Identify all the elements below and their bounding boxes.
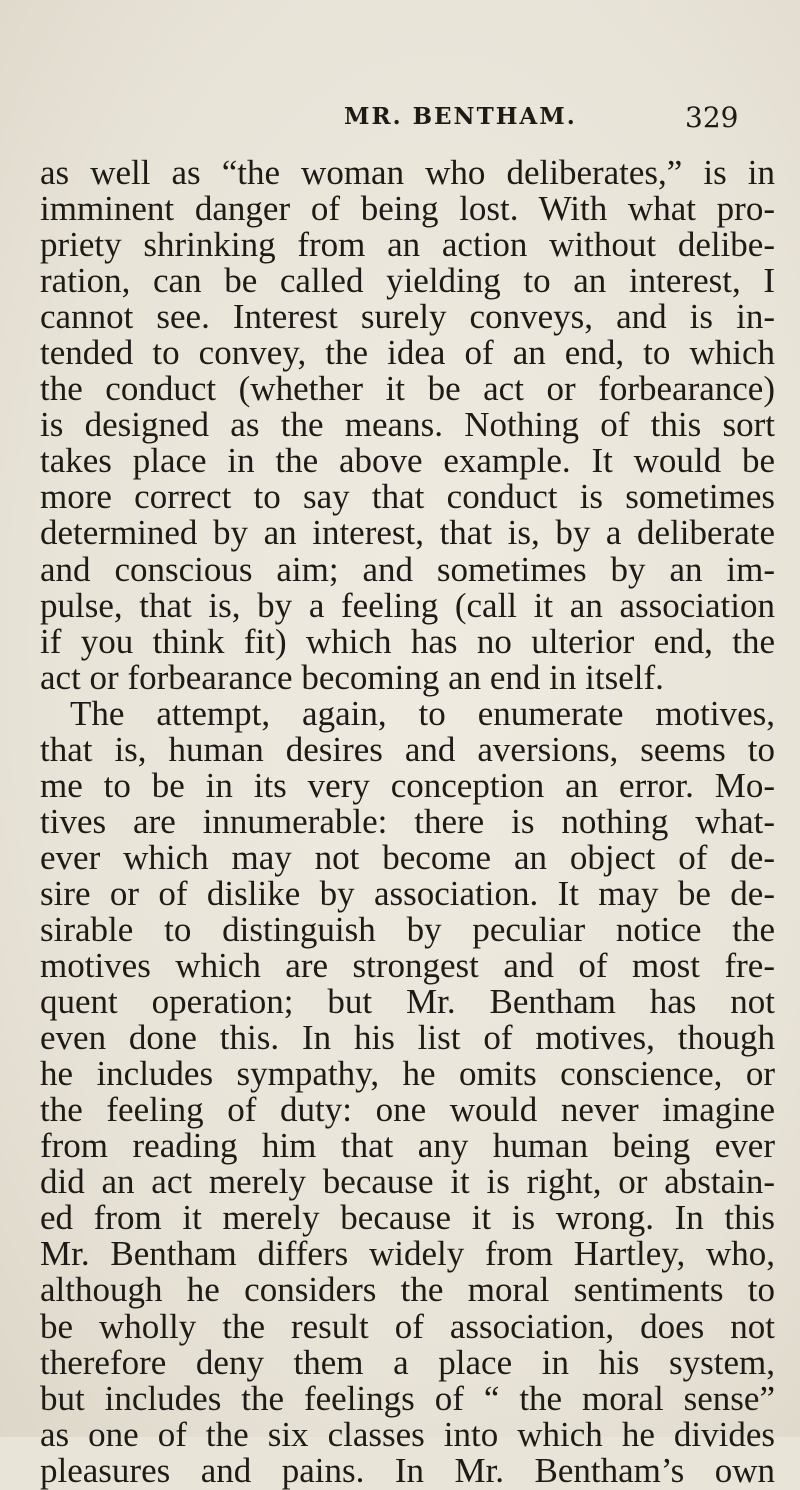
text-line: ration, can be called yielding to an interest, I [40, 261, 775, 301]
text-line: and conscious aim; and sometimes by an im- [40, 549, 775, 589]
text-line: therefore deny them a place in his system, [40, 1342, 775, 1382]
text-line: did an act merely because it is right, or abstain- [40, 1162, 775, 1202]
text-line: that is, human desires and aversions, seems to [40, 729, 775, 769]
running-title: MR. BENTHAM. [344, 103, 577, 130]
text-line: the feeling of duty: one would never imagine [40, 1090, 775, 1130]
text-line: tives are innumerable: there is nothing what- [40, 801, 775, 841]
text-line: but includes the feelings of “ the moral sense” [40, 1378, 775, 1418]
text-line: Mr. Bentham differs widely from Hartley, who, [40, 1234, 775, 1274]
text-line: ever which may not become an object of de- [40, 837, 775, 877]
text-line: is designed as the means. Nothing of this sort [40, 405, 775, 445]
text-line: takes place in the above example. It would be [40, 441, 775, 481]
text-line: as one of the six classes into which he divides [40, 1414, 775, 1454]
text-line: from reading him that any human being ever [40, 1126, 775, 1166]
text-line: the conduct (whether it be act or forbearance) [40, 369, 775, 409]
text-line: sire or of dislike by association. It may be de- [40, 873, 775, 913]
text-line: priety shrinking from an action without delibe- [40, 225, 775, 265]
paragraph-start-line: The attempt, again, to enumerate motives, [70, 693, 775, 733]
body-text [40, 155, 775, 1489]
text-line: cannot see. Interest surely conveys, and is in- [40, 297, 775, 337]
text-line: although he considers the moral sentiments to [40, 1270, 775, 1310]
page-number: 329 [685, 101, 739, 134]
text-line: quent operation; but Mr. Bentham has not [40, 982, 775, 1022]
text-line: if you think fit) which has no ulterior end, the [40, 621, 775, 661]
text-line: sirable to distinguish by peculiar notice the [40, 909, 775, 949]
text-line: act or forbearance becoming an end in itself. [40, 657, 664, 697]
text-line: he includes sympathy, he omits conscience, or [40, 1054, 775, 1094]
text-line: be wholly the result of association, does not [40, 1306, 775, 1346]
text-line: as well as “the woman who deliberates,” is in [40, 153, 775, 192]
text-line: determined by an interest, that is, by a deliberate [40, 513, 775, 553]
text-line: ed from it merely because it is wrong. In this [40, 1198, 775, 1238]
text-line: even done this. In his list of motives, though [40, 1018, 775, 1058]
text-line: pulse, that is, by a feeling (call it an association [40, 585, 775, 625]
text-line: imminent danger of being lost. With what pro- [40, 189, 775, 229]
running-head [0, 103, 800, 143]
text-line: motives which are strongest and of most fre- [40, 946, 775, 986]
text-line: more correct to say that conduct is sometimes [40, 477, 775, 517]
text-line: pleasures and pains. In Mr. Bentham’s own [40, 1450, 775, 1490]
text-line: tended to convey, the idea of an end, to which [40, 333, 775, 373]
text-line: me to be in its very conception an error. Mo- [40, 765, 775, 805]
